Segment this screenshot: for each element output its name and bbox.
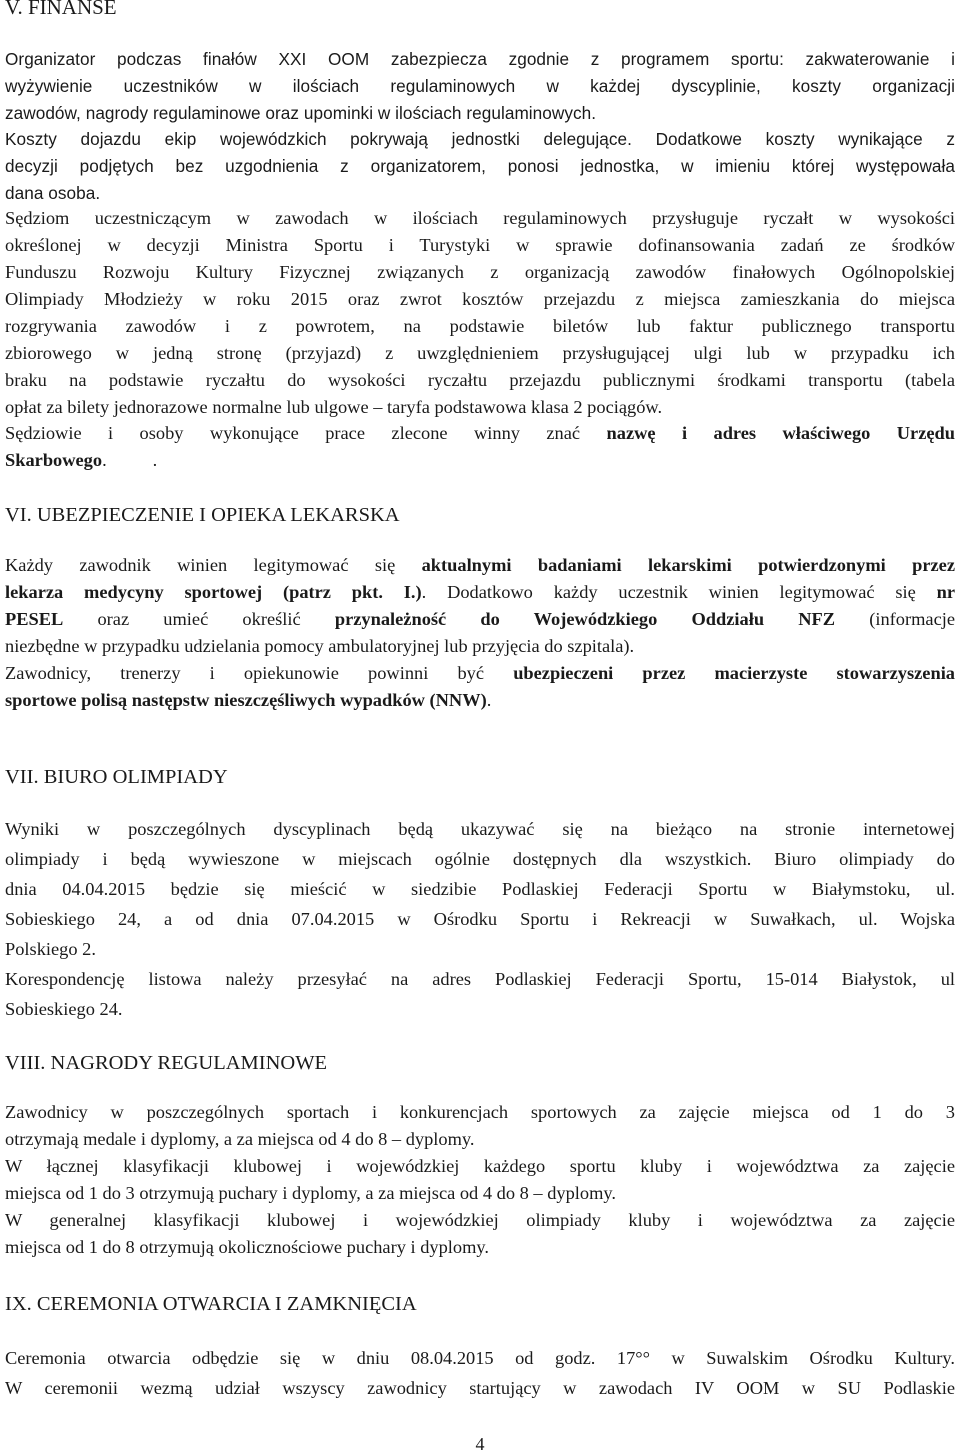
section-5-paragraph-3 (5, 205, 955, 421)
section-8-paragraph (5, 1099, 955, 1261)
text-line: Zawodnicy, trenerzy i opiekunowie powinni być ubezpieczeni przez macierzyste stowarzyszenia (5, 663, 955, 683)
text-line: Koszty dojazdu ekip wojewódzkich pokrywają jednostki delegujące. Dodatkowe koszty wynikające z (5, 129, 956, 149)
text-line: W łącznej klasyfikacji klubowej i wojewódzkiej każdego sportu kluby i województwa za zajęcie (5, 1156, 955, 1176)
text-line: decyzji podjętych bez uzgodnienia z organizatorem, ponosi jednostka, w imieniu której występowała (5, 156, 955, 176)
text-line: Organizator podczas finałów XXI OOM zabezpiecza zgodnie z programem sportu: zakwaterowanie i (5, 49, 955, 69)
text-line: określonej w decyzji Ministra Sportu i Turystyki w sprawie dofinansowania zadań ze środków (5, 235, 955, 255)
section-7-title: VII. BIURO OLIMPIADY (5, 766, 228, 788)
section-7-paragraph (5, 814, 955, 1024)
text-line: zawodów, nagrody regulaminowe oraz upominki w ilościach regulaminowych. (5, 103, 597, 123)
text-line: Zawodnicy w poszczególnych sportach i konkurencjach sportowych za zajęcie miejsca od 1 do 3 (5, 1102, 955, 1122)
text-line: wyżywienie uczestników w ilościach regulaminowych w każdej dyscyplinie, koszty organizacji (5, 76, 955, 96)
text-line: Sędziom uczestniczącym w zawodach w ilościach regulaminowych przysługuje ryczałt w wysokości (5, 208, 955, 228)
text-line: Każdy zawodnik winien legitymować się aktualnymi badaniami lekarskimi potwierdzonymi przez (5, 555, 955, 575)
text-line: zbiorowego w jedną stronę (przyjazd) z uwzględnieniem przysługującej ulgi lub w przypadku ich (5, 343, 955, 363)
page-number: 4 (475, 1434, 485, 1454)
text-line: W generalnej klasyfikacji klubowej i wojewódzkiej olimpiady kluby i województwa za zajęcie (5, 1210, 955, 1230)
section-8-title: VIII. NAGRODY REGULAMINOWE (5, 1052, 328, 1074)
text-line: Sędziowie i osoby wykonujące prace zlecone winny znać nazwę i adres właściwego Urzędu (5, 423, 955, 443)
text-line: Olimpiady Młodzieży w roku 2015 oraz zwrot kosztów przejazdu z miejsca zamieszkania do miejsca (5, 289, 955, 309)
text-line: olimpiady i będą wywieszone w miejscach ogólnie dostępnych dla wszystkich. Biuro olimpiady do (5, 849, 955, 869)
text-line: Wyniki w poszczególnych dyscyplinach będą ukazywać się na bieżąco na stronie internetowej (5, 819, 955, 839)
text-line: opłat za bilety jednorazowe normalne lub ulgowe – taryfa podstawowa klasa 2 pociągów. (5, 397, 663, 417)
text-line: Sobieskiego 24, a od dnia 07.04.2015 w Ośrodku Sportu i Rekreacji w Suwałkach, ul. Wojska (5, 909, 955, 929)
section-5-paragraph-2 (5, 126, 955, 207)
section-5-paragraph-4 (5, 420, 955, 474)
section-9-title: IX. CEREMONIA OTWARCIA I ZAMKNIĘCIA (5, 1293, 417, 1315)
text-line: miejsca od 1 do 3 otrzymują puchary i dyplomy, a za miejsca od 4 do 8 – dyplomy. (5, 1183, 617, 1203)
text-line: lekarza medycyny sportowej (patrz pkt. I.). Dodatkowo każdy uczestnik winien legitymować się nr (5, 582, 955, 602)
text-line: Korespondencję listowa należy przesyłać na adres Podlaskiej Federacji Sportu, 15-014 Białystok, ul (5, 969, 955, 989)
text-line: Polskiego 2. (5, 939, 96, 959)
text-line: W ceremonii wezmą udział wszyscy zawodnicy startujący w zawodach IV OOM w SU Podlaskie (5, 1378, 955, 1398)
text-line: miejsca od 1 do 8 otrzymują okolicznościowe puchary i dyplomy. (5, 1237, 490, 1257)
text-line: Skarbowego. . (5, 450, 158, 470)
text-line: Ceremonia otwarcia odbędzie się w dniu 08.04.2015 od godz. 17°° w Suwalskim Ośrodku Kultury. (5, 1348, 955, 1368)
section-6-paragraph (5, 552, 955, 714)
text-line: niezbędne w przypadku udzielania pomocy ambulatoryjnej lub przyjęcia do szpitala). (5, 636, 635, 656)
text-line: braku na podstawie ryczałtu do wysokości ryczałtu przejazdu publicznymi środkami transportu (tabela (5, 370, 955, 390)
section-9-paragraph (5, 1343, 955, 1403)
section-6-title: VI. UBEZPIECZENIE I OPIEKA LEKARSKA (5, 504, 400, 526)
text-line: rozgrywania zawodów i z powrotem, na podstawie biletów lub faktur publicznego transportu (5, 316, 955, 336)
text-line: sportowe polisą następstw nieszczęśliwych wypadków (NNW). (5, 690, 492, 710)
text-line: Funduszu Rozwoju Kultury Fizycznej związanych z organizacją zawodów finałowych Ogólnopolskiej (5, 262, 955, 282)
section-5-title: V. FINANSE (5, 0, 117, 19)
text-line: dana osoba. (5, 183, 101, 203)
text-line: PESEL oraz umieć określić przynależność do Wojewódzkiego Oddziału NFZ (informacje (5, 609, 956, 629)
text-line: otrzymają medale i dyplomy, a za miejsca od 4 do 8 – dyplomy. (5, 1129, 475, 1149)
text-line: dnia 04.04.2015 będzie się mieścić w siedzibie Podlaskiej Federacji Sportu w Białymstoku, ul. (5, 879, 955, 899)
text-line: Sobieskiego 24. (5, 999, 123, 1019)
section-5-paragraph-1 (5, 46, 955, 127)
